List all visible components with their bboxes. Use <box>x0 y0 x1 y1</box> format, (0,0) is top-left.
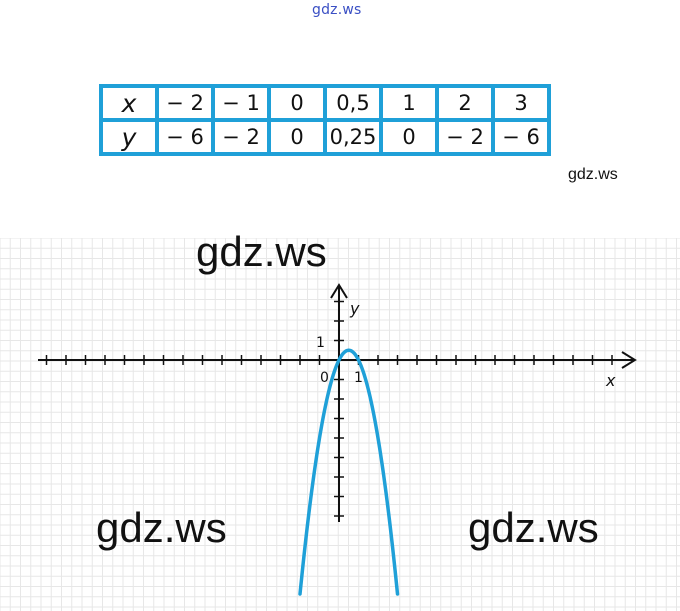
x-tick-label-one: 1 <box>354 370 363 386</box>
y-tick-label-one: 1 <box>316 335 325 351</box>
table-cell: − 1 <box>213 86 269 120</box>
table-cell: − 2 <box>157 86 213 120</box>
table-cell: − 2 <box>437 120 493 154</box>
parabola-graph <box>0 238 680 611</box>
table-cell: 0 <box>269 120 325 154</box>
y-axis-label: y <box>350 299 360 318</box>
table-row-y <box>101 120 549 154</box>
table-cell: 0,25 <box>325 120 381 154</box>
watermark-big-right: gdz.ws <box>468 504 599 551</box>
table-cell: 2 <box>437 86 493 120</box>
table-row-x <box>101 86 549 120</box>
row-label-x: x <box>101 86 157 120</box>
row-label-y: y <box>101 120 157 154</box>
watermark-small: gdz.ws <box>568 166 618 183</box>
x-tick-label-origin: 0 <box>320 370 329 386</box>
table-cell: 3 <box>493 86 549 120</box>
table-cell: 0 <box>381 120 437 154</box>
table-cell: − 6 <box>493 120 549 154</box>
values-table <box>99 84 551 156</box>
table-cell: − 2 <box>213 120 269 154</box>
table-cell: − 6 <box>157 120 213 154</box>
table-cell: 0 <box>269 86 325 120</box>
table-cell: 1 <box>381 86 437 120</box>
watermark-top: gdz.ws <box>312 2 362 18</box>
table-cell: 0,5 <box>325 86 381 120</box>
watermark-big-left: gdz.ws <box>96 504 227 551</box>
watermark-big-top: gdz.ws <box>196 228 327 275</box>
x-axis-label: x <box>606 371 616 390</box>
